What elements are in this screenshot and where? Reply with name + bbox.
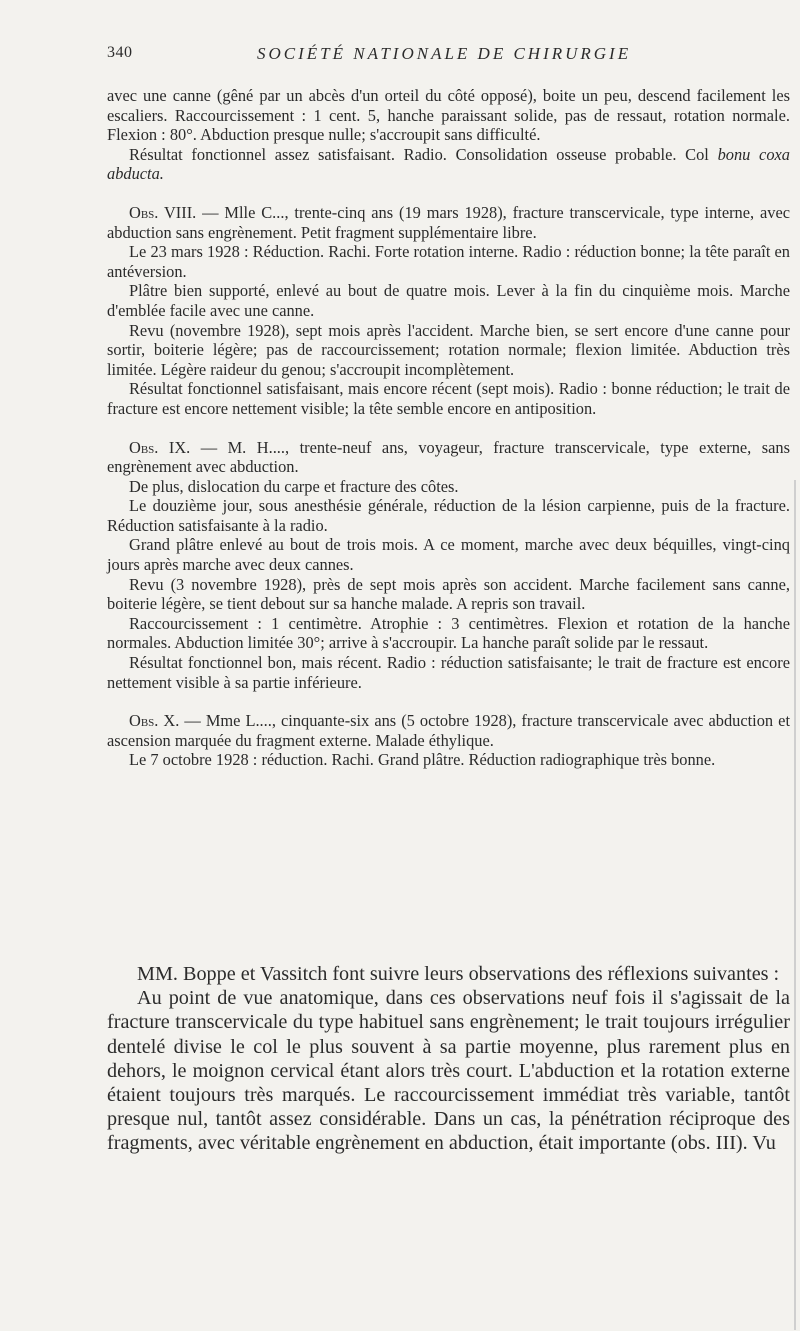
obs-viii-paragraph: Résultat fonctionnel satisfaisant, mais encore récent (sept mois). Radio : bonne réduction; le trait de fracture est encore nettement visible; la tête semble encore en antiposition. xyxy=(107,379,790,418)
obs-ix-paragraph: Résultat fonctionnel bon, mais récent. Radio : réduction satisfaisante; le trait de fracture est encore nettement visible à sa partie inférieure. xyxy=(107,653,790,692)
scan-edge-line xyxy=(794,480,796,1330)
running-title: SOCIÉTÉ NATIONALE DE CHIRURGIE xyxy=(257,44,632,63)
obs-ix-paragraph: Revu (3 novembre 1928), près de sept mois après son accident. Marche facilement sans canne, boiterie légère, se tient debout sur sa hanche malade. A repris son travail. xyxy=(107,574,790,614)
obs-viii-intro-text: — Mlle C..., trente-cinq ans (19 mars 1928), fracture transcervicale, type interne, avec abduction sans engrènement. Petit fragment supplémentaire libre. xyxy=(107,202,791,242)
obs-vii-result-text: Résultat fonctionnel assez satisfaisant. Radio. Consolidation osseuse probable. Col xyxy=(129,144,718,164)
case-reports xyxy=(107,86,790,770)
obs-ix-paragraph: Le douzième jour, sous anesthésie générale, réduction de la lésion carpienne, puis de la fracture. Réduction satisfaisante à la radio. xyxy=(107,496,790,535)
obs-viii-intro xyxy=(107,203,790,242)
obs-vii-paragraph: avec une canne (gêné par un abcès d'un orteil du côté opposé), boite un peu, descend facilement les escaliers. Raccourcissement : 1 cent. 5, hanche paraissant solide, pas de ressaut, rotation normale. Flexion : 80°. Abduction presque nulle; s'accroupit sans difficulté. xyxy=(107,86,790,145)
commentary xyxy=(107,962,790,1156)
obs-x-intro xyxy=(107,711,790,750)
obs-vii-result xyxy=(107,145,790,184)
obs-viii-paragraph: Revu (novembre 1928), sept mois après l'accident. Marche bien, se sert encore d'une canne pour sortir, boiterie légère; pas de raccourcissement; rotation normale; flexion limitée. Abduction très limitée. Légère raideur du genou; s'accroupit incomplètement. xyxy=(107,320,790,379)
obs-viii-paragraph: Plâtre bien supporté, enlevé au bout de quatre mois. Lever à la fin du cinquième mois. Marche d'emblée facile avec une canne. xyxy=(107,281,790,320)
obs-viii-paragraph: Le 23 mars 1928 : Réduction. Rachi. Forte rotation interne. Radio : réduction bonne; la tête paraît en antéversion. xyxy=(107,242,790,281)
obs-x-label: Obs. X. xyxy=(129,711,180,731)
obs-ix-paragraph: Grand plâtre enlevé au bout de trois mois. A ce moment, marche avec deux béquilles, vingt-cinq jours après marche avec deux cannes. xyxy=(107,535,790,575)
obs-x-intro-text: — Mme L...., cinquante-six ans (5 octobre 1928), fracture transcervicale avec abduction et ascension marquée du fragment externe. Malade éthylique. xyxy=(107,711,790,750)
commentary-paragraph: Au point de vue anatomique, dans ces observations neuf fois il s'agissait de la fracture transcervicale du type habituel sans engrènement; le trait toujours irrégulier dentelé divise le col le plus souvent à sa partie moyenne, plus rarement plus en dehors, le moignon cervical étant alors très court. L'abduction et la rotation externe étaient toujours très marqués. Le raccourcissement immédiat très variable, tantôt presque nul, tantôt assez considérable. Dans un cas, la pénétration réciproque des fragments, avec véritable engrènement en abduction, était importante (obs. III). Vu xyxy=(107,987,790,1155)
obs-viii-label: Obs. VIII. xyxy=(129,202,197,222)
page-number: 340 xyxy=(107,44,133,61)
obs-ix-paragraph: Raccourcissement : 1 centimètre. Atrophie : 3 centimètres. Flexion et rotation de la hanche normales. Abduction limitée 30°; arrive à s'accroupir. La hanche paraît solide par le ressaut. xyxy=(107,613,790,653)
obs-vii-result-italic: bonu coxa abducta. xyxy=(107,144,790,184)
obs-x-paragraph: Le 7 octobre 1928 : réduction. Rachi. Grand plâtre. Réduction radiographique très bonne. xyxy=(129,750,716,770)
commentary-paragraph: MM. Boppe et Vassitch font suivre leurs observations des réflexions suivantes : xyxy=(137,963,780,985)
obs-ix-intro-text: — M. H...., trente-neuf ans, voyageur, fracture transcervicale, type externe, sans engrènement avec abduction. xyxy=(107,437,790,477)
obs-ix-intro xyxy=(107,438,790,477)
obs-ix-label: Obs. IX. xyxy=(129,437,191,457)
obs-ix-paragraph: De plus, dislocation du carpe et fracture des côtes. xyxy=(129,476,459,496)
page-header xyxy=(107,44,787,70)
